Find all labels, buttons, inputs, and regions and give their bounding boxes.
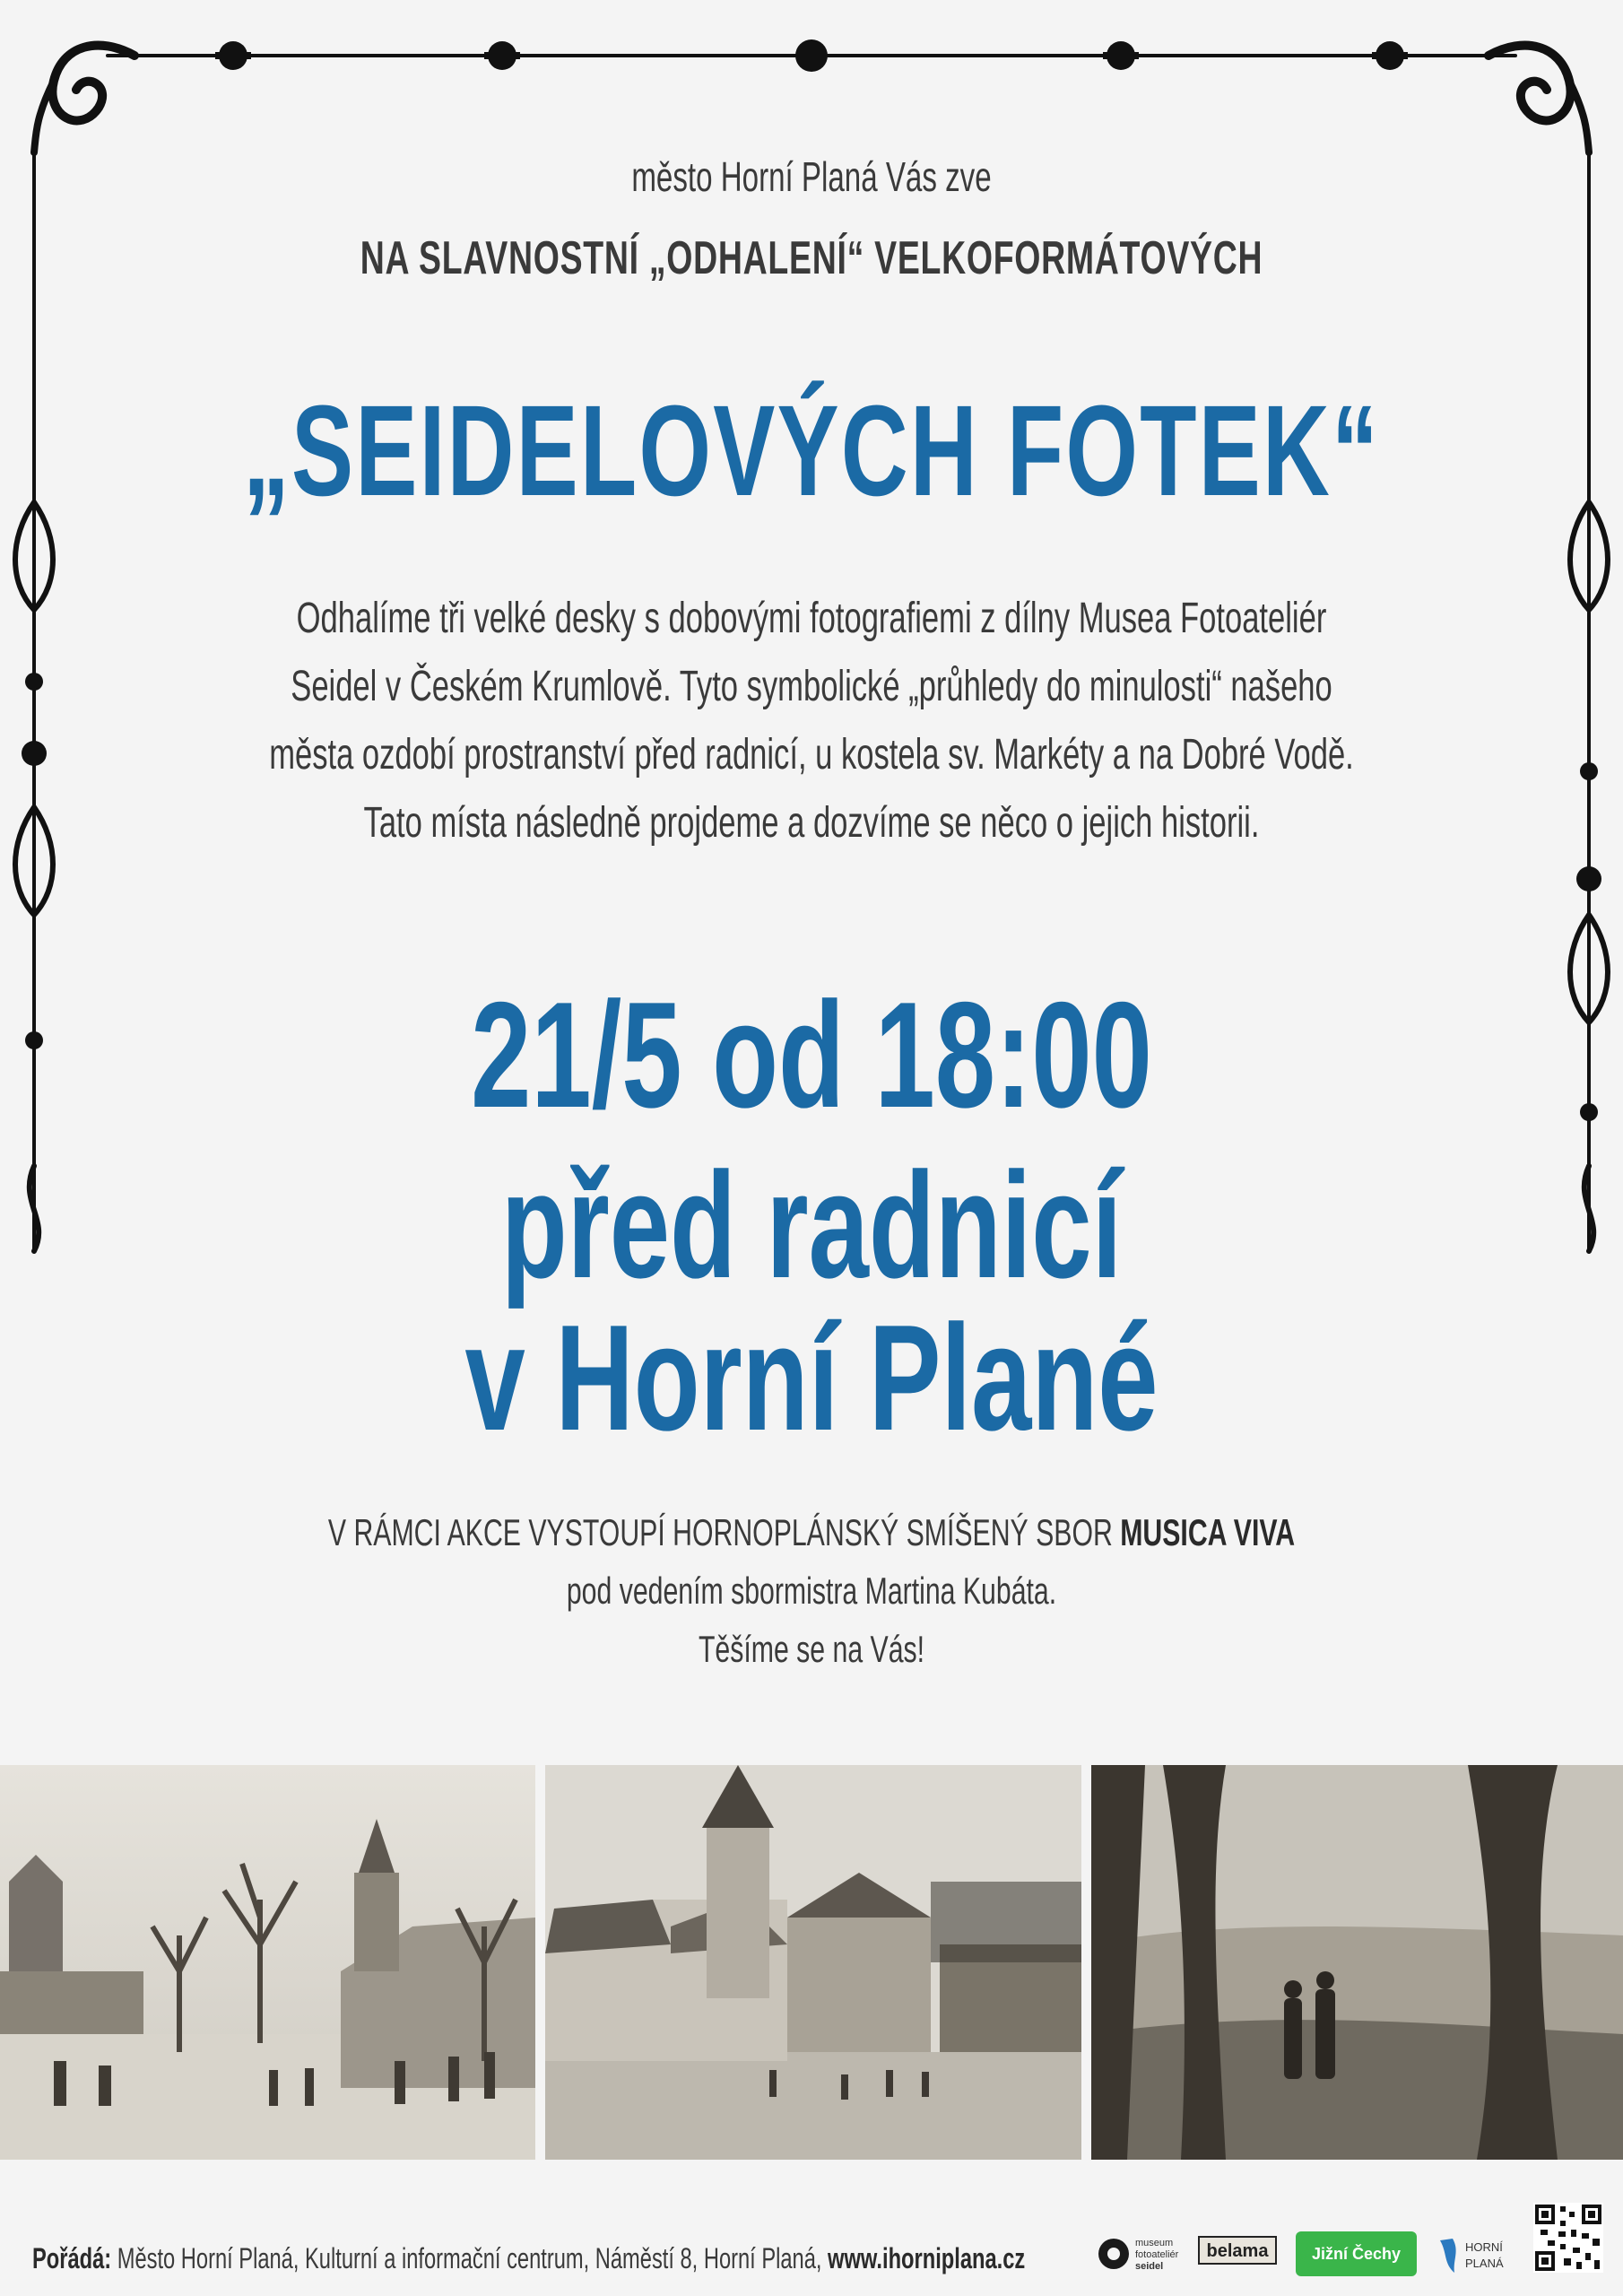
- program-line-3: Těšíme se na Vás!: [698, 1628, 925, 1670]
- event-town: v Horní Plané: [464, 1293, 1159, 1462]
- belama-logo: [1197, 2231, 1278, 2276]
- choir-name: MUSICA VIVA: [1120, 1511, 1296, 1553]
- museum-logo-line-1: museum: [1135, 2238, 1174, 2248]
- museum-logo-line-3: seidel: [1135, 2261, 1164, 2272]
- footer-website-link[interactable]: www.ihorniplana.cz: [828, 2242, 1026, 2274]
- historic-photo-trees: [1091, 1765, 1623, 2160]
- footer-text: Město Horní Planá, Kulturní a informační centrum, Náměstí 8, Horní Planá,: [111, 2242, 829, 2274]
- event-title: „SEIDELOVÝCH FOTEK“: [242, 378, 1381, 523]
- organizer-footer: [32, 2242, 1025, 2275]
- historic-photo-church: [545, 1765, 1081, 2160]
- historic-photo-town-square: [0, 1765, 535, 2160]
- intro-line: Seidel v Českém Krumlově. Tyto symbolické „průhledy do minulosti“ našeho: [291, 663, 1332, 710]
- program-line-2: pod vedením sbormistra Martina Kubáta.: [566, 1570, 1057, 1612]
- event-place: před radnicí: [500, 1141, 1123, 1309]
- jizni-cechy-logo: Jižní Čechy: [1296, 2231, 1417, 2276]
- program-text: V RÁMCI AKCE VYSTOUPÍ HORNOPLÁNSKÝ SMÍŠENÝ SBOR: [327, 1511, 1113, 1553]
- belama-logo-text: belama: [1206, 2241, 1269, 2261]
- program-line-1: [227, 1511, 1395, 1554]
- intro-paragraph: [227, 585, 1395, 857]
- intro-line: Odhalíme tři velké desky s dobovými fotografiemi z dílny Musea Fotoateliér: [296, 595, 1327, 642]
- qr-code[interactable]: [1533, 2203, 1603, 2273]
- intro-line: města ozdobí prostranství před radnicí, u kostela sv. Markéty a na Dobré Vodě.: [269, 731, 1354, 778]
- invite-subtitle: město Horní Planá Vás zve: [631, 153, 992, 200]
- horni-plana-logo-line-1: HORNÍ: [1465, 2240, 1503, 2254]
- museum-logo-line-2: fotoateliér: [1135, 2249, 1179, 2260]
- footer-label: Pořádá:: [32, 2242, 112, 2274]
- intro-line: Tato místa následně projdeme a dozvíme se něco o jejich historii.: [363, 799, 1260, 847]
- horni-plana-logo: [1435, 2231, 1515, 2276]
- event-date: 21/5 od 18:00: [471, 970, 1152, 1139]
- horni-plana-logo-line-2: PLANÁ: [1465, 2257, 1504, 2270]
- invite-heading: NA SLAVNOSTNÍ „ODHALENÍ“ VELKOFORMÁTOVÝCH: [360, 232, 1263, 284]
